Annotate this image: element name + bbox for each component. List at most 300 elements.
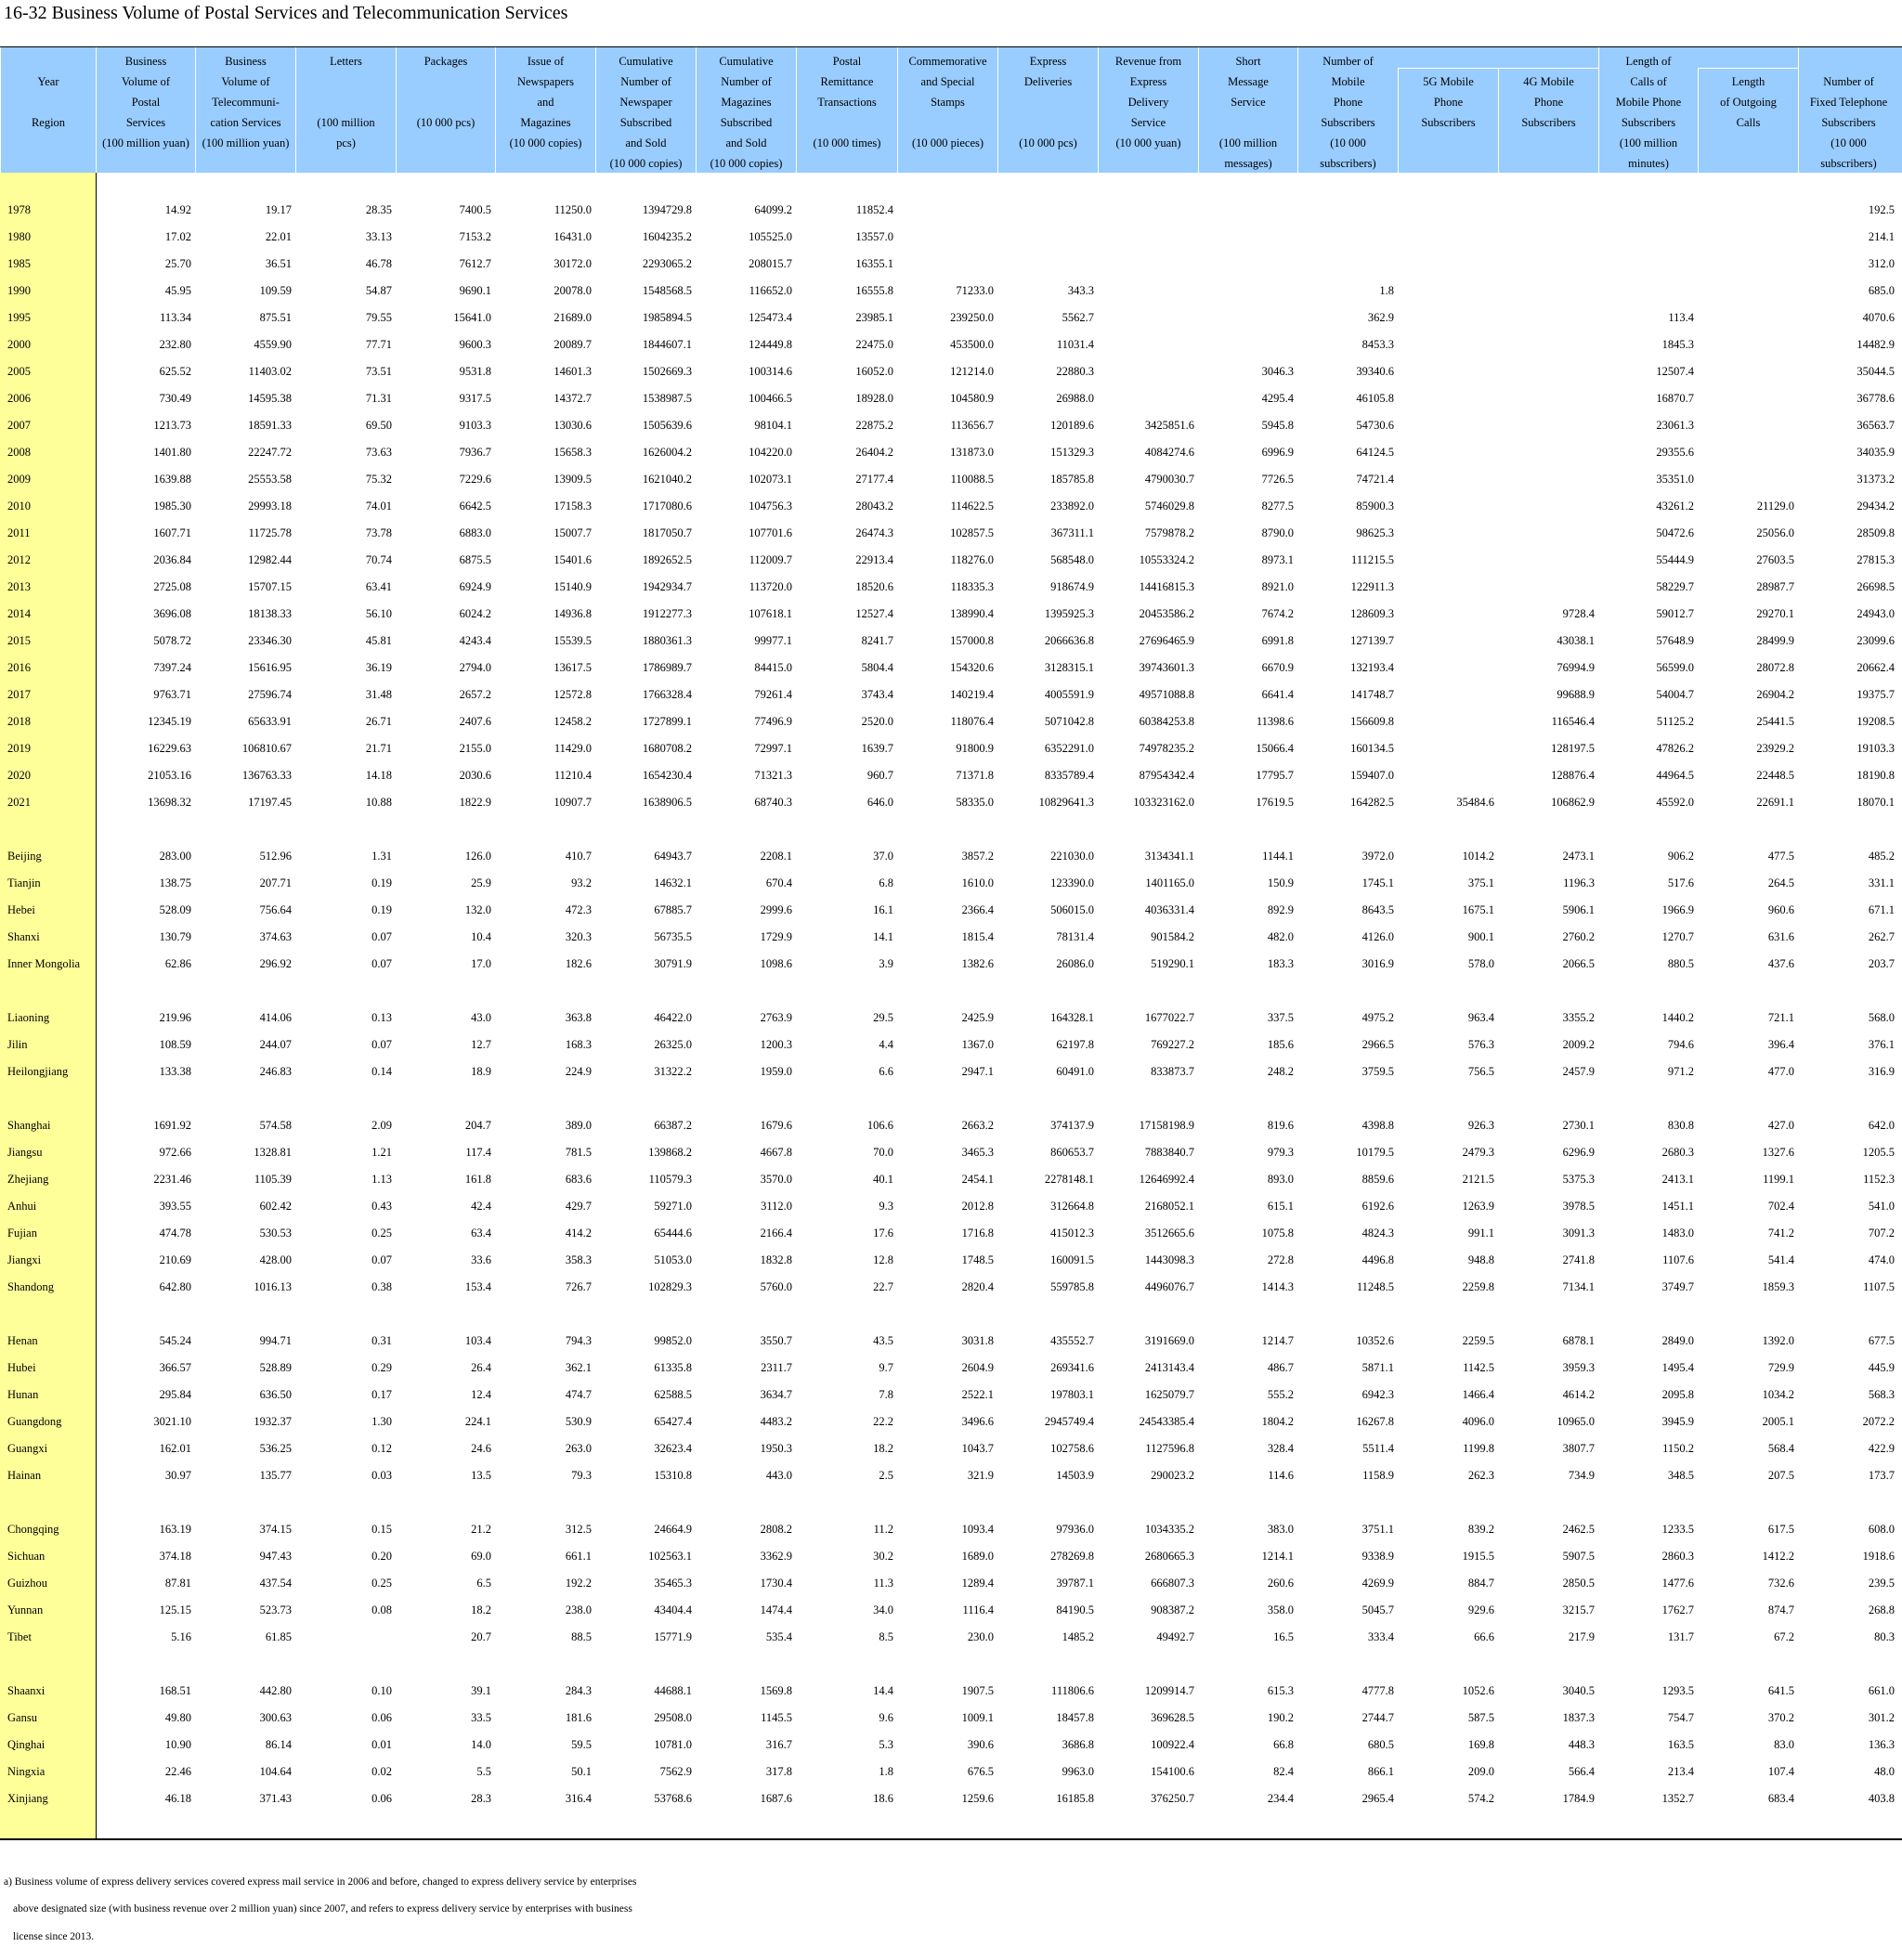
table-cell: 884.7 [1467,1577,1494,1590]
table-cell: 18138.33 [248,607,292,620]
row-label: Inner Mongolia [7,957,81,970]
table-cell: 2066636.8 [1044,634,1094,647]
table-cell: 59012.7 [1656,607,1694,620]
table-row [0,547,1898,574]
table-cell: 8277.5 [1261,500,1294,513]
table-cell: 15641.0 [453,311,491,324]
header-col-10-line [998,112,1098,133]
row-label: 2008 [7,446,31,459]
table-cell: 6878.1 [1562,1334,1595,1347]
table-cell: 102857.5 [950,526,994,539]
row-label: 2020 [7,769,31,782]
table-cell [195,1085,295,1112]
table-cell: 1932.37 [254,1415,292,1428]
header-col-12-line: Short [1235,55,1261,68]
table-cell: 11398.6 [1256,715,1294,728]
header-col-17 [1698,68,1798,173]
table-cell: 3570.0 [760,1173,792,1186]
table-cell [696,816,796,843]
table-cell [796,978,897,1005]
table-cell: 18928.0 [855,392,893,405]
table-cell [1498,358,1598,385]
row-label: Hainan [7,1469,42,1482]
row-label: Xinjiang [7,1792,48,1805]
table-cell: 24543385.4 [1139,1415,1194,1428]
table-cell: 1607.71 [153,526,191,539]
table-cell: 348.5 [1667,1469,1694,1482]
table-cell: 20453586.2 [1139,607,1194,620]
table-cell [1198,816,1297,843]
table-cell [1598,1651,1698,1678]
table-cell: 9763.71 [153,688,191,701]
row-label: Zhejiang [7,1173,49,1186]
table-cell: 39743601.3 [1139,661,1194,674]
table-cell: 263.0 [565,1442,592,1455]
table-cell: 27596.74 [248,688,292,701]
table-cell: 21.71 [365,742,392,755]
header-col-10-line [998,92,1098,112]
table-cell [897,251,997,278]
table-cell: 80.3 [1874,1630,1895,1643]
table-cell: 642.0 [1868,1119,1895,1132]
row-label: 2015 [7,634,31,647]
header-col-16-line: Subscribers [1621,116,1676,129]
table-cell [1798,1489,1898,1516]
table-cell: 79261.4 [754,688,792,701]
table-cell: 300.63 [259,1711,292,1724]
table-cell: 85900.3 [1356,500,1394,513]
header-col-16-line: Calls of [1630,75,1667,88]
table-cell: 1199.1 [1763,1173,1794,1186]
table-cell: 1200.3 [760,1038,792,1051]
table-cell: 214.1 [1868,230,1895,243]
table-cell [295,1301,396,1328]
row-label: Sichuan [7,1550,46,1563]
table-cell [1098,1651,1198,1678]
table-cell: 1625079.7 [1144,1388,1194,1401]
bottom-rule [0,1838,1902,1840]
table-row [0,1247,1898,1274]
table-row [0,951,1898,978]
header-col-7-line: Magazines [721,96,772,109]
table-cell: 35465.3 [654,1577,692,1590]
table-cell: 29355.6 [1656,446,1694,459]
table-cell: 2462.5 [1562,1523,1595,1536]
table-cell: 24.6 [471,1442,491,1455]
table-cell: 5.16 [171,1630,191,1643]
table-cell [295,1651,396,1678]
table-cell: 3807.7 [1562,1442,1595,1455]
table-cell: 125.15 [159,1603,191,1616]
table-cell: 4559.90 [254,338,292,351]
table-cell: 3945.9 [1661,1415,1694,1428]
table-cell: 17795.7 [1256,769,1294,782]
table-cell: 5760.0 [760,1280,792,1293]
table-cell [796,1085,897,1112]
table-cell: 6875.5 [459,553,491,566]
table-cell: 1730.4 [760,1577,792,1590]
table-cell: 830.8 [1667,1119,1694,1132]
table-cell: 234.4 [1267,1792,1294,1805]
table-cell: 443.0 [765,1469,792,1482]
table-cell: 1950.3 [760,1442,792,1455]
row-label: 1985 [7,257,31,270]
table-cell [1198,251,1297,278]
table-cell: 506015.0 [1050,903,1094,916]
table-cell [1198,305,1297,331]
table-cell [595,816,696,843]
table-cell [1498,224,1598,251]
table-cell: 63.4 [471,1227,491,1240]
table-cell: 721.1 [1767,1011,1794,1024]
table-cell: 3134341.1 [1144,850,1194,863]
table-cell: 587.5 [1467,1711,1494,1724]
table-cell: 15401.6 [554,553,592,566]
table-cell: 126.0 [464,850,491,863]
table-cell: 15007.7 [554,526,592,539]
table-cell: 66.6 [1474,1630,1494,1643]
header-col-9 [897,47,997,173]
table-cell: 2794.0 [459,661,491,674]
table-cell: 8.5 [879,1630,893,1643]
table-cell: 17.02 [164,230,191,243]
table-row [0,1732,1898,1759]
table-cell: 58229.7 [1656,580,1694,593]
table-cell [796,1301,897,1328]
table-cell: 21129.0 [1756,500,1794,513]
table-cell: 10553324.2 [1139,553,1194,566]
table-cell: 16431.0 [554,230,592,243]
header-col-15-line: 4G Mobile [1523,75,1574,88]
table-cell: 429.7 [565,1200,592,1213]
table-row [0,843,1898,870]
table-cell: 1.8 [1379,284,1394,297]
header-col-16-line: minutes) [1628,157,1669,170]
header-col-4-line: (10 000 pcs) [416,116,476,129]
table-cell: 4096.0 [1462,1415,1494,1428]
table-cell: 321.9 [967,1469,994,1482]
table-cell [796,816,897,843]
table-cell [796,1489,897,1516]
table-cell: 641.5 [1767,1684,1794,1697]
table-cell: 127139.7 [1350,634,1394,647]
table-cell: 2311.7 [761,1361,792,1374]
header-col-4-line: Packages [423,55,468,68]
table-cell: 74978235.2 [1139,742,1194,755]
table-cell [595,1651,696,1678]
table-cell: 1716.8 [961,1227,994,1240]
table-cell: 141748.7 [1350,688,1394,701]
table-cell [1398,439,1498,466]
row-label: 1995 [7,311,31,324]
table-cell: 2030.6 [459,769,491,782]
table-cell [1398,978,1498,1005]
table-cell [1598,278,1698,305]
table-cell: 39787.1 [1056,1577,1094,1590]
table-cell [595,978,696,1005]
table-cell: 91800.9 [956,742,994,755]
header-col-13-line: Mobile [1331,75,1365,88]
table-cell: 59.5 [571,1738,592,1751]
header-col-8-line: (10 000 times) [813,136,881,149]
table-cell: 27603.5 [1756,553,1794,566]
table-cell: 8859.6 [1361,1173,1394,1186]
table-cell [1398,358,1498,385]
header-col-16-line: Mobile Phone [1615,96,1682,109]
table-cell: 453500.0 [950,338,994,351]
table-row [0,1166,1898,1193]
table-cell: 88.5 [571,1630,592,1643]
table-cell: 239.5 [1868,1577,1895,1590]
table-cell: 1727899.1 [642,715,692,728]
table-cell: 1691.92 [153,1119,191,1132]
table-cell: 3040.5 [1562,1684,1595,1697]
table-cell: 67885.7 [654,903,692,916]
table-cell: 109.59 [259,284,292,297]
table-cell [1798,1301,1898,1328]
table-cell: 163.5 [1667,1738,1694,1751]
table-cell: 1548568.5 [642,284,692,297]
table-cell [1498,331,1598,358]
table-cell: 65633.91 [248,715,292,728]
table-row [0,1678,1898,1705]
table-cell: 2.09 [371,1119,392,1132]
header-col-2-line: Volume of [221,75,270,88]
table-cell: 7400.5 [459,203,491,216]
table-cell [1498,1489,1598,1516]
table-cell: 415012.3 [1050,1227,1094,1240]
table-cell: 1412.2 [1762,1550,1794,1563]
table-cell: 1832.8 [760,1253,792,1266]
table-cell: 36.19 [365,661,392,674]
table-cell: 3686.8 [1062,1738,1094,1751]
table-cell: 17.6 [873,1227,893,1240]
table-cell: 118335.3 [950,580,994,593]
table-cell: 2808.2 [760,1523,792,1536]
table-cell: 4070.6 [1862,311,1895,324]
table-cell: 707.2 [1868,1227,1895,1240]
table-cell [1398,412,1498,439]
table-row [0,574,1898,601]
table-cell: 3857.2 [961,850,994,863]
header-col-16-line: (100 million [1619,136,1678,149]
header-col-1-line: Postal [131,96,161,109]
table-cell: 37.0 [873,850,893,863]
table-cell: 0.17 [371,1388,392,1401]
header-col-13-line: (10 000 [1330,136,1366,149]
table-cell: 10179.5 [1356,1146,1394,1159]
table-cell: 1538987.5 [642,392,692,405]
table-cell [195,1651,295,1678]
table-cell: 36.51 [265,257,292,270]
table-cell: 730.49 [159,392,191,405]
table-cell: 10907.7 [554,796,592,809]
table-row [0,1032,1898,1058]
table-cell: 4496.8 [1361,1253,1394,1266]
table-cell: 756.64 [259,903,292,916]
row-label: Heilongjiang [7,1065,69,1078]
table-cell [1398,466,1498,493]
table-cell: 278269.8 [1050,1550,1094,1563]
table-cell [1498,547,1598,574]
table-cell [1297,197,1398,224]
table-cell: 34035.9 [1856,446,1895,459]
table-cell: 428.00 [259,1253,292,1266]
table-cell: 8790.0 [1261,526,1294,539]
table-cell: 102563.1 [648,1550,692,1563]
table-cell: 1443098.3 [1144,1253,1194,1266]
table-cell: 1233.5 [1661,1523,1694,1536]
table-cell: 0.25 [371,1577,392,1590]
table-cell: 49.80 [164,1711,191,1724]
table-cell: 26404.2 [855,446,893,459]
row-label: 1978 [7,203,31,216]
table-cell: 105525.0 [749,230,792,243]
table-cell: 33.5 [471,1711,491,1724]
table-cell: 448.3 [1568,1738,1595,1751]
table-cell: 16355.1 [855,257,893,270]
table-cell: 65444.6 [654,1227,692,1240]
table-cell: 22475.0 [855,338,893,351]
table-title: 16-32 Business Volume of Postal Services and Telecommunication Services [4,3,568,23]
table-cell: 15066.4 [1256,742,1294,755]
table-cell: 414.2 [565,1227,592,1240]
table-cell: 1687.6 [760,1792,792,1805]
table-cell: 312.0 [1868,257,1895,270]
table-cell: 4483.2 [760,1415,792,1428]
table-cell: 11248.5 [1356,1280,1394,1293]
table-cell: 204.7 [464,1119,491,1132]
table-cell: 414.06 [259,1011,292,1024]
table-cell: 28499.9 [1756,634,1794,647]
header-col-5-line: Magazines [520,116,571,129]
table-cell: 1626004.2 [642,446,692,459]
table-cell: 0.43 [371,1200,392,1213]
table-cell: 661.1 [565,1550,592,1563]
table-cell: 437.6 [1767,957,1794,970]
table-cell: 2999.6 [760,903,792,916]
table-cell: 19375.7 [1856,688,1895,701]
table-cell: 1214.7 [1261,1334,1294,1347]
table-cell: 403.8 [1868,1792,1895,1805]
table-cell: 46105.8 [1356,392,1394,405]
table-cell: 1610.0 [961,876,994,889]
table-cell: 726.7 [565,1280,592,1293]
table-cell: 631.6 [1767,930,1794,943]
table-cell [997,1651,1098,1678]
row-label: 1990 [7,284,31,297]
table-cell: 374.63 [259,930,292,943]
table-cell [1297,224,1398,251]
group-spacer-row [0,1489,1898,1516]
table-cell: 239250.0 [950,311,994,324]
table-cell: 0.08 [371,1603,392,1616]
table-cell [897,1301,997,1328]
table-cell [1698,305,1798,331]
table-cell [1398,385,1498,412]
table-cell: 154320.6 [950,661,994,674]
table-cell [1398,816,1498,843]
row-label: Guangxi [7,1442,48,1455]
table-cell [1098,224,1198,251]
table-cell: 5906.1 [1562,903,1595,916]
table-cell: 24943.0 [1856,607,1895,620]
table-cell [1698,385,1798,412]
table-cell: 2965.4 [1361,1792,1394,1805]
table-cell: 555.2 [1267,1388,1294,1401]
table-cell: 14503.9 [1056,1469,1094,1482]
table-cell [396,1301,495,1328]
table-cell: 1270.7 [1661,930,1694,943]
table-cell: 107.4 [1767,1765,1794,1778]
table-cell: 62588.5 [654,1388,692,1401]
table-cell: 21689.0 [554,311,592,324]
table-cell: 389.0 [565,1119,592,1132]
table-cell: 1677022.7 [1144,1011,1194,1024]
table-cell: 2604.9 [961,1361,994,1374]
table-cell: 374.18 [159,1550,191,1563]
table-cell: 874.7 [1767,1603,1794,1616]
table-cell [1098,385,1198,412]
table-cell: 729.9 [1767,1361,1794,1374]
table-cell [1297,1651,1398,1678]
table-cell: 2744.7 [1361,1711,1394,1724]
table-cell [1498,978,1598,1005]
table-cell: 2947.1 [961,1065,994,1078]
data-table [0,197,1898,1812]
table-cell: 362.9 [1367,311,1394,324]
table-cell: 14372.7 [554,392,592,405]
header-col-14-line: 5G Mobile [1423,75,1474,88]
table-cell: 3959.3 [1562,1361,1595,1374]
table-cell: 1505639.6 [642,419,692,432]
table-cell: 337.5 [1267,1011,1294,1024]
header-col-13-line: Number of [1322,55,1374,68]
table-cell: 102758.6 [1050,1442,1094,1455]
table-cell: 197803.1 [1050,1388,1094,1401]
header-col-17-line: of Outgoing [1720,96,1777,109]
header-col-9-line: Stamps [931,96,965,109]
table-cell [1198,1651,1297,1678]
table-row [0,708,1898,735]
group-spacer-row [0,1301,1898,1328]
table-cell: 29434.2 [1856,500,1895,513]
table-cell [1198,978,1297,1005]
table-cell: 2680.3 [1661,1146,1694,1159]
table-cell: 602.42 [259,1200,292,1213]
table-cell: 1959.0 [760,1065,792,1078]
table-cell [1398,520,1498,547]
table-cell: 754.7 [1667,1711,1694,1724]
table-cell: 4975.2 [1361,1011,1394,1024]
header-col-9-line [898,112,997,133]
table-cell [295,1624,396,1651]
table-cell: 19208.5 [1856,715,1895,728]
table-cell: 1105.39 [254,1173,292,1186]
table-cell [696,978,796,1005]
table-cell: 22875.2 [855,419,893,432]
table-cell: 118076.4 [950,715,994,728]
table-cell [1498,1085,1598,1112]
table-cell [396,816,495,843]
table-cell: 14.18 [365,769,392,782]
table-cell [997,197,1098,224]
header-col-13 [1297,47,1398,173]
table-cell: 244.07 [259,1038,292,1051]
header-col-7-line: Cumulative [719,55,774,68]
table-cell: 28987.7 [1756,580,1794,593]
table-cell: 14595.38 [248,392,292,405]
